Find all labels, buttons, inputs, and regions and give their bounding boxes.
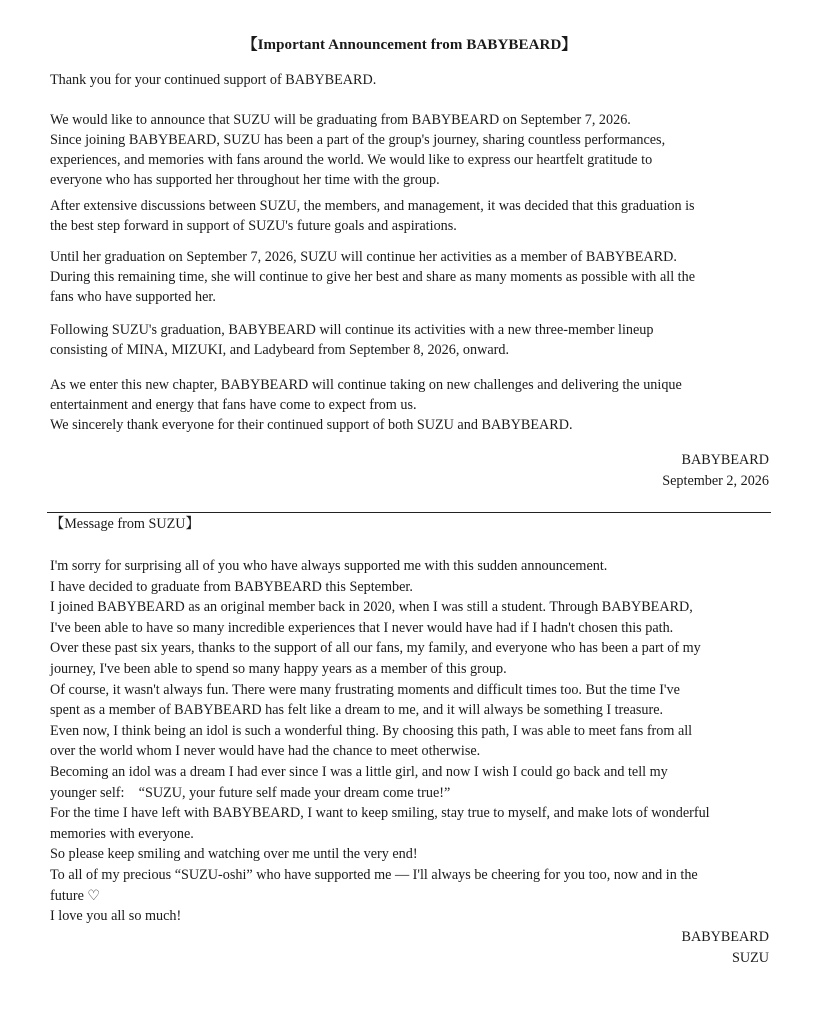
message-heading: 【Message from SUZU】 <box>50 516 200 532</box>
paragraph-thanks <box>50 70 780 90</box>
text-line: Over these past six years, thanks to the support of all our fans, my family, and everyone who has been a part of my <box>50 640 701 657</box>
paragraph-remaining-activities <box>50 247 780 307</box>
signature-member-name: SUZU <box>731 950 769 966</box>
paragraph-discussions <box>50 196 780 236</box>
announcement-title: 【Important Announcement from BABYBEARD】 <box>242 37 577 53</box>
text-line: Of course, it wasn't always fun. There were many frustrating moments and difficult times too. But the time I've <box>50 681 680 698</box>
text-line: To all of my precious “SUZU-oshi” who have supported me — I'll always be cheering for you too, now and in the <box>50 866 698 883</box>
text-line: I'm sorry for surprising all of you who have always supported me with this sudden announcement. <box>50 558 608 574</box>
text-line: Since joining BABYBEARD, SUZU has been a part of the group's journey, sharing countless performances, <box>50 132 666 148</box>
message-signature <box>681 927 769 969</box>
signature-group-name: BABYBEARD <box>681 929 769 945</box>
text-line: entertainment and energy that fans have come to expect from us. <box>50 397 417 413</box>
paragraph-new-lineup <box>50 320 780 360</box>
text-line: consisting of MINA, MIZUKI, and Ladybeard from September 8, 2026, onward. <box>50 342 510 358</box>
text-line: memories with everyone. <box>50 825 194 842</box>
text-line: For the time I have left with BABYBEARD, I want to keep smiling, stay true to myself, and make lots of wonderful <box>50 805 710 822</box>
text-line: journey, I've been able to spend so many happy years as a member of this group. <box>50 660 507 677</box>
text-line: spent as a member of BABYBEARD has felt like a dream to me, and it will always be something I treasure. <box>50 702 664 719</box>
text-line: Until her graduation on September 7, 2026, SUZU will continue her activities as a member of BABYBEARD. <box>50 249 677 265</box>
text-line: After extensive discussions between SUZU, the members, and management, it was decided that this graduation is <box>50 198 695 214</box>
text-line: Even now, I think being an idol is such a wonderful thing. By choosing this path, I was able to meet fans from all <box>50 722 693 739</box>
text-line: I joined BABYBEARD as an original member back in 2020, when I was still a student. Through BABYBEARD, <box>50 599 693 616</box>
paragraph-new-chapter <box>50 375 780 435</box>
text-line: experiences, and memories with fans around the world. We would like to express our heartfelt gratitude to <box>50 152 653 168</box>
text-line: I've been able to have so many incredible experiences that I never would have had if I hadn't chosen this path. <box>50 619 674 636</box>
section-divider <box>47 512 771 513</box>
text-line: Following SUZU's graduation, BABYBEARD will continue its activities with a new three-member lineup <box>50 322 654 338</box>
text-line: future ♡ <box>50 887 101 904</box>
text-line: fans who have supported her. <box>50 289 216 305</box>
text-line: Becoming an idol was a dream I had ever since I was a little girl, and now I wish I could go back and tell my <box>50 763 668 780</box>
text-line: everyone who has supported her throughout her time with the group. <box>50 172 440 188</box>
signature-group-name: BABYBEARD <box>681 452 769 468</box>
text-line: over the world whom I never would have had the chance to meet otherwise. <box>50 743 481 760</box>
text-line: We would like to announce that SUZU will be graduating from BABYBEARD on September 7, 2026. <box>50 112 631 128</box>
text-line: the best step forward in support of SUZU's future goals and aspirations. <box>50 218 457 234</box>
text-line: So please keep smiling and watching over me until the very end! <box>50 846 418 863</box>
text-line: We sincerely thank everyone for their continued support of both SUZU and BABYBEARD. <box>50 417 573 433</box>
text-line: I love you all so much! <box>50 908 182 925</box>
signature-date: September 2, 2026 <box>662 473 769 489</box>
text-line: I have decided to graduate from BABYBEARD this September. <box>50 578 413 595</box>
text-line: During this remaining time, she will continue to give her best and share as many moments as possible with all the <box>50 269 696 285</box>
message-body <box>50 556 780 927</box>
text-line: Thank you for your continued support of BABYBEARD. <box>50 72 377 88</box>
paragraph-graduation-announcement <box>50 110 780 190</box>
text-line: younger self: “SUZU, your future self made your dream come true!” <box>50 784 451 801</box>
announcement-signature <box>662 450 769 492</box>
text-line: As we enter this new chapter, BABYBEARD will continue taking on new challenges and delivering the unique <box>50 377 682 393</box>
